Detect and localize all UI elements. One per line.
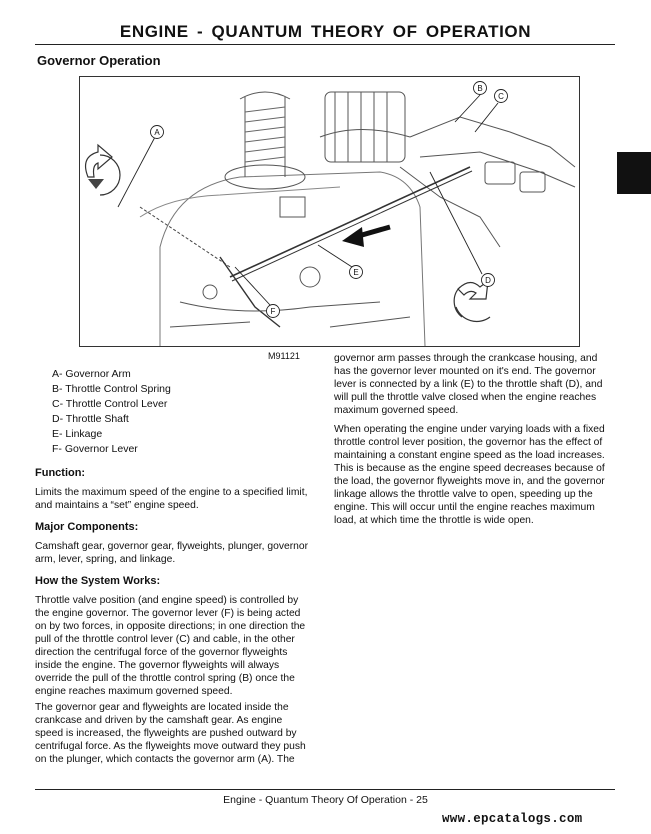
engine-illustration: [80, 77, 579, 346]
page-title: ENGINE - QUANTUM THEORY OF OPERATION: [119, 22, 532, 41]
governor-figure: [79, 76, 580, 347]
page-footer: Engine - Quantum Theory Of Operation - 25: [223, 794, 428, 806]
legend-item: E- Linkage: [52, 428, 103, 440]
how-it-works-paragraph-1: Throttle valve position (and engine speed) is controlled by the engine governor. The governor lever (F) is being acted on by two forces, in opposite directions; in one direction the pull of the throttle control lever (C) and cable, in the other direction the centrifugal force of the governor flyweights inside the engine. The governor flyweights will always override the pull of the throttle control spring (B) once the engine reaches maximum governed speed.: [35, 595, 306, 697]
legend-item: C- Throttle Control Lever: [52, 398, 168, 410]
footer-rule: [35, 789, 615, 790]
legend-item: B- Throttle Control Spring: [52, 383, 171, 395]
callout-f-label: F: [270, 307, 276, 316]
callout-c-label: C: [498, 92, 504, 101]
function-text: Limits the maximum speed of the engine to a specified limit, and maintains a “set” engine speed.: [35, 487, 308, 511]
callout-b-label: B: [477, 84, 483, 93]
callout-a-label: A: [154, 128, 160, 137]
how-it-works-paragraph-2: The governor gear and flyweights are located inside the crankcase and driven by the camshaft gear. As engine speed is increased, the flyweights are pushed outward by centrifugal force. As the flyweights move outward they push on the plunger, which contacts the governor arm (A). The: [35, 702, 306, 765]
right-paragraph-2: When operating the engine under varying loads with a fixed throttle control lever position, the governor has the effect of maintaining a constant engine speed as the load increases. This is because as the engine speed decreases because of the load, the governor flyweights move in, and the governor linkage allows the throttle valve to open, speeding up the engine. This will occur until the engine reaches maximum load, at which time the throttle is wide open.: [334, 424, 605, 526]
how-it-works-heading: How the System Works:: [35, 575, 161, 587]
legend-item: F- Governor Lever: [52, 443, 138, 455]
legend-item: D- Throttle Shaft: [52, 413, 129, 425]
major-components-heading: Major Components:: [35, 521, 139, 533]
header-rule: [35, 44, 615, 45]
figure-id: M91121: [268, 351, 300, 361]
section-tab-marker: [617, 152, 651, 194]
legend-item: A- Governor Arm: [52, 368, 131, 380]
function-heading: Function:: [35, 467, 86, 479]
callout-d-label: D: [485, 276, 491, 285]
figure-legend: [52, 367, 171, 457]
callout-e-label: E: [353, 268, 359, 277]
right-paragraph-1: governor arm passes through the crankcase housing, and has the governor lever mounted on it's end. The governor lever is connected by a link (E) to the throttle shaft (D), and will pull the throttle valve closed when the engine reaches maximum governed speed.: [334, 353, 603, 416]
section-title: Governor Operation: [37, 53, 161, 68]
major-components-text: Camshaft gear, governor gear, flyweights, plunger, governor arm, lever, spring, and linkage.: [35, 541, 309, 565]
watermark: www.epcatalogs.com: [442, 812, 583, 826]
